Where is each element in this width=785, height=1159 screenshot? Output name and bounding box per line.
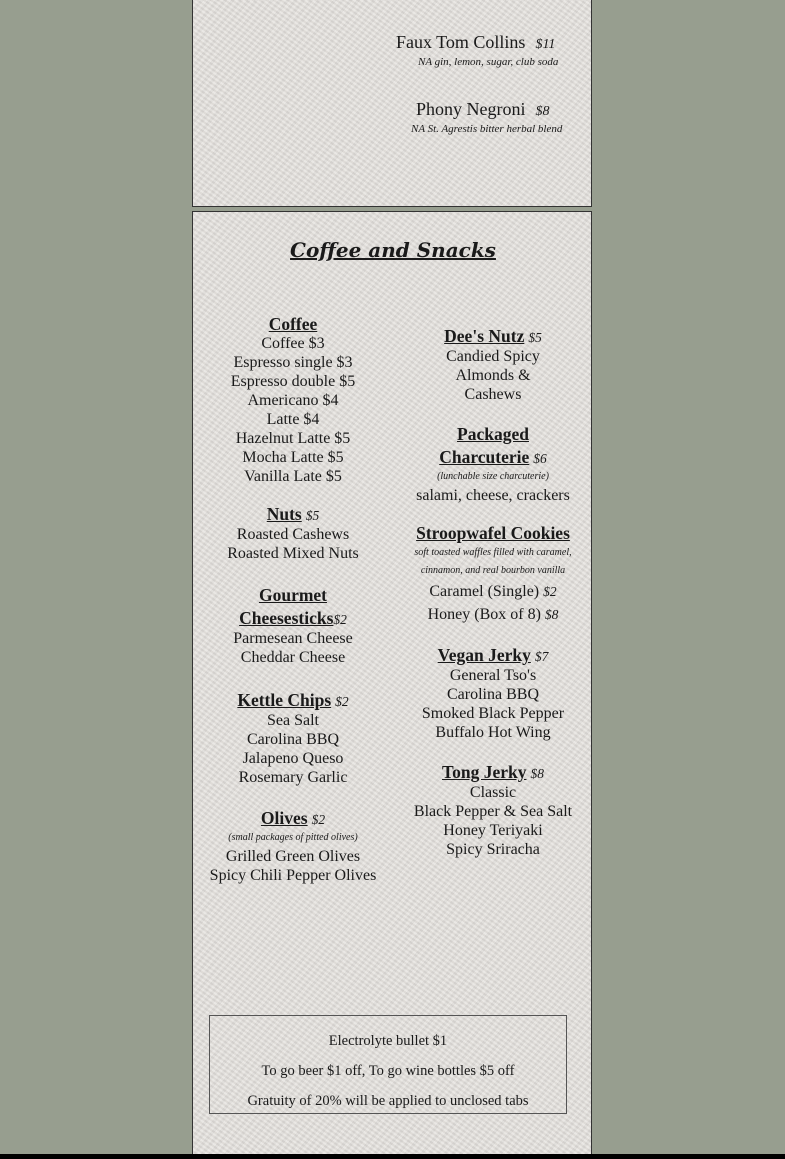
kettle-chips-price: $2 (335, 694, 349, 709)
item-description: NA St. Agrestis bitter herbal blend (411, 123, 563, 135)
left-column (193, 315, 393, 885)
charcuterie-price: $6 (533, 451, 547, 466)
item-price: $8 (544, 607, 559, 622)
list-item: Espresso double $5 (230, 373, 356, 390)
list-item: Classic (469, 784, 517, 801)
list-item: Cheddar Cheese (240, 649, 346, 666)
cheesesticks-heading-line2: Cheesesticks (239, 608, 334, 628)
list-item: Vanilla Late $5 (244, 468, 342, 485)
charcuterie-note: (lunchable size charcuterie) (437, 471, 549, 482)
stroopwafel-heading: Stroopwafel Cookies (416, 523, 570, 543)
tong-jerky-heading-row (393, 763, 593, 783)
item-price: $8 (535, 104, 550, 119)
tong-jerky-heading: Tong Jerky (442, 762, 527, 782)
item-label: Honey (Box of 8) (427, 606, 541, 623)
list-item: Carolina BBQ (247, 731, 339, 748)
bottom-bar (0, 1154, 785, 1159)
list-item (393, 582, 593, 601)
item-label: Caramel (Single) (429, 583, 540, 600)
list-item: Smoked Black Pepper (421, 705, 565, 722)
list-item: Sea Salt (267, 712, 319, 729)
dees-nutz-heading: Dee's Nutz (444, 326, 525, 346)
dees-nutz-heading-row (393, 327, 593, 347)
olives-price: $2 (311, 812, 326, 827)
stroopwafel-note-line1: soft toasted waffles filled with caramel, (414, 547, 572, 558)
cheesesticks-heading-line1: Gourmet (258, 585, 328, 605)
item-price: $2 (543, 584, 557, 599)
notice-line: Electrolyte bullet $1 (328, 1033, 448, 1049)
item-price: $11 (535, 37, 556, 52)
charcuterie-heading-line1: Packaged (457, 424, 529, 444)
list-item: Almonds & (455, 367, 531, 384)
cheesesticks-price: $2 (333, 612, 347, 627)
list-item: Carolina BBQ (447, 686, 539, 703)
list-item: Rosemary Garlic (238, 769, 348, 786)
list-item: Cashews (464, 386, 522, 403)
top-menu-panel (192, 0, 592, 207)
section-title: Coffee and Snacks (290, 238, 496, 262)
nuts-heading: Nuts (266, 504, 302, 524)
coffee-heading: Coffee (268, 314, 318, 334)
list-item: Spicy Sriracha (446, 841, 540, 858)
kettle-chips-heading: Kettle Chips (237, 690, 332, 710)
list-item (393, 605, 593, 624)
list-item: Mocha Latte $5 (242, 449, 344, 466)
list-item: Espresso single $3 (233, 354, 353, 371)
list-item: Roasted Mixed Nuts (227, 545, 359, 562)
vegan-jerky-heading: Vegan Jerky (437, 645, 531, 665)
stroopwafel-note-line2: cinnamon, and real bourbon vanilla (420, 565, 566, 576)
list-item: salami, cheese, crackers (416, 487, 570, 504)
list-item: Coffee $3 (261, 335, 325, 352)
tong-jerky-price: $8 (530, 766, 544, 781)
right-column (393, 327, 593, 859)
olives-note: (small packages of pitted olives) (228, 832, 358, 843)
stroopwafel-heading-row (393, 524, 593, 544)
list-item: Candied Spicy (446, 348, 540, 365)
nuts-price: $5 (305, 508, 320, 523)
list-item: Buffalo Hot Wing (435, 724, 551, 741)
list-item: Jalapeno Queso (242, 750, 344, 767)
list-item: Latte $4 (266, 411, 320, 428)
nuts-heading-row (193, 505, 393, 525)
notice-box (209, 1015, 567, 1114)
item-name: Faux Tom Collins (396, 32, 526, 52)
kettle-chips-heading-row (193, 691, 393, 711)
vegan-jerky-price: $7 (534, 649, 549, 664)
olives-heading-row (193, 809, 393, 829)
list-item: Parmesean Cheese (233, 630, 353, 647)
dees-nutz-price: $5 (528, 330, 542, 345)
vegan-jerky-heading-row (393, 646, 593, 666)
list-item: Black Pepper & Sea Salt (413, 803, 573, 820)
coffee-and-snacks-panel (192, 211, 592, 1155)
list-item: Americano $4 (247, 392, 339, 409)
list-item: General Tso's (449, 667, 537, 684)
cheesesticks-heading-row (193, 609, 393, 629)
list-item: Roasted Cashews (236, 526, 350, 543)
olives-heading: Olives (260, 808, 308, 828)
notice-line: Gratuity of 20% will be applied to unclosed tabs (247, 1093, 529, 1109)
menu-item-faux-tom-collins (396, 32, 555, 53)
list-item: Grilled Green Olives (225, 848, 361, 865)
item-name: Phony Negroni (416, 99, 526, 119)
charcuterie-heading-row (393, 448, 593, 468)
notice-line: To go beer $1 off, To go wine bottles $5 off (261, 1063, 515, 1079)
menu-item-phony-negroni (416, 99, 550, 120)
list-item: Hazelnut Latte $5 (235, 430, 351, 447)
charcuterie-heading-line2: Charcuterie (439, 447, 530, 467)
list-item: Honey Teriyaki (443, 822, 543, 839)
list-item: Spicy Chili Pepper Olives (209, 867, 377, 884)
item-description: NA gin, lemon, sugar, club soda (418, 56, 559, 68)
